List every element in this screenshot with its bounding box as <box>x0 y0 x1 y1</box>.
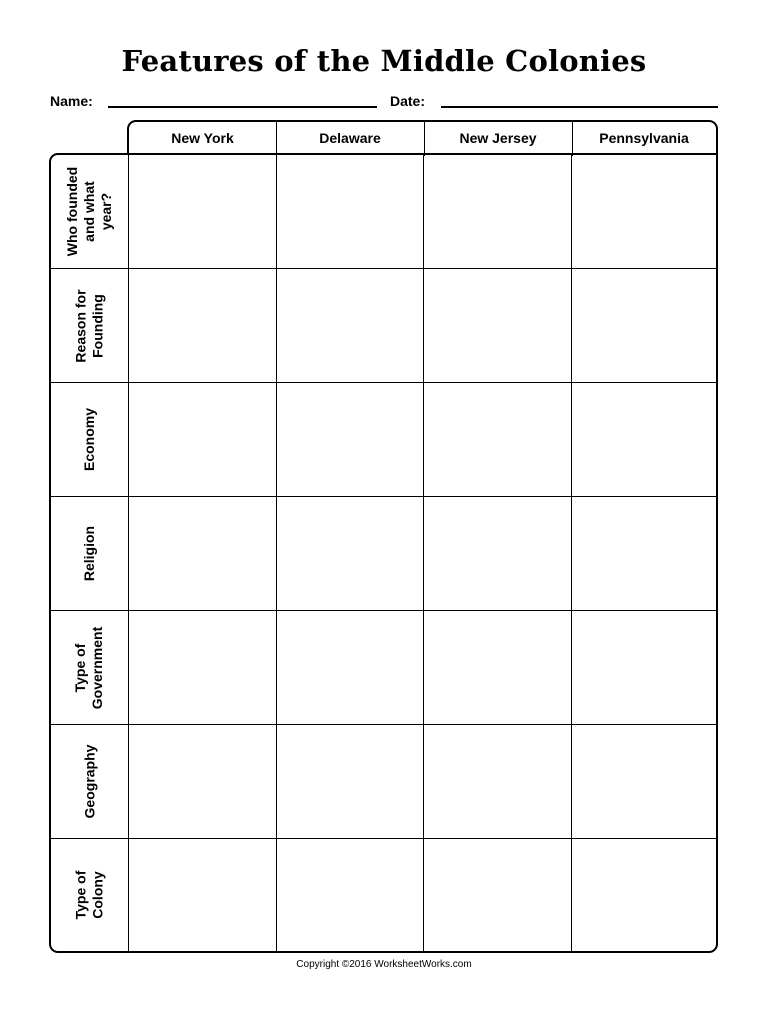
answer-cell[interactable] <box>277 611 423 724</box>
row-label-text: Religion <box>80 525 97 582</box>
row-label-reason-for-founding <box>51 269 128 382</box>
answer-cell[interactable] <box>424 155 571 268</box>
answer-cell[interactable] <box>424 269 571 382</box>
name-line[interactable] <box>108 106 377 108</box>
answer-cell[interactable] <box>572 611 716 724</box>
row-label-type-of-colony <box>51 839 128 951</box>
answer-cell[interactable] <box>129 611 276 724</box>
row-label-economy <box>51 383 128 496</box>
row-label-text: Type of Government <box>72 626 106 709</box>
answer-cell[interactable] <box>572 383 716 496</box>
answer-cell[interactable] <box>277 497 423 610</box>
column-header-pennsylvania: Pennsylvania <box>599 130 689 146</box>
column-header-row <box>127 120 718 154</box>
answer-cell[interactable] <box>277 383 423 496</box>
answer-cell[interactable] <box>572 839 716 951</box>
answer-cell[interactable] <box>424 383 571 496</box>
row-label-geography <box>51 725 128 838</box>
row-label-type-of-government <box>51 611 128 724</box>
row-label-religion <box>51 497 128 610</box>
row-label-text: Geography <box>81 744 97 819</box>
column-header-new-jersey: New Jersey <box>459 130 537 146</box>
answer-cell[interactable] <box>572 725 716 838</box>
answer-cell[interactable] <box>277 155 423 268</box>
answer-cell[interactable] <box>424 839 571 951</box>
answer-cell[interactable] <box>129 839 276 951</box>
answer-cell[interactable] <box>129 269 276 382</box>
answer-cell[interactable] <box>277 839 423 951</box>
date-label: Date: <box>390 93 426 109</box>
answer-cell[interactable] <box>129 155 276 268</box>
answer-cell[interactable] <box>572 269 716 382</box>
date-line[interactable] <box>441 106 718 108</box>
row-label-text: Economy <box>80 407 97 472</box>
column-header-new-york: New York <box>171 130 234 146</box>
colonies-table <box>49 153 718 953</box>
row-label-who-founded <box>51 155 128 268</box>
answer-cell[interactable] <box>129 725 276 838</box>
answer-cell[interactable] <box>572 155 716 268</box>
row-label-text: Type of Colony <box>72 870 106 920</box>
answer-cell[interactable] <box>424 497 571 610</box>
answer-cell[interactable] <box>424 725 571 838</box>
answer-cell[interactable] <box>129 383 276 496</box>
answer-cell[interactable] <box>129 497 276 610</box>
copyright-notice: Copyright ©2016 WorksheetWorks.com <box>296 959 472 970</box>
row-label-text: Reason for Founding <box>72 288 106 363</box>
worksheet-title: Features of the Middle Colonies <box>121 44 647 78</box>
name-label: Name: <box>50 93 93 109</box>
column-header-delaware: Delaware <box>319 130 381 146</box>
answer-cell[interactable] <box>572 497 716 610</box>
row-label-text: Who founded and what year? <box>64 166 115 257</box>
answer-cell[interactable] <box>424 611 571 724</box>
answer-cell[interactable] <box>277 269 423 382</box>
answer-cell[interactable] <box>277 725 423 838</box>
